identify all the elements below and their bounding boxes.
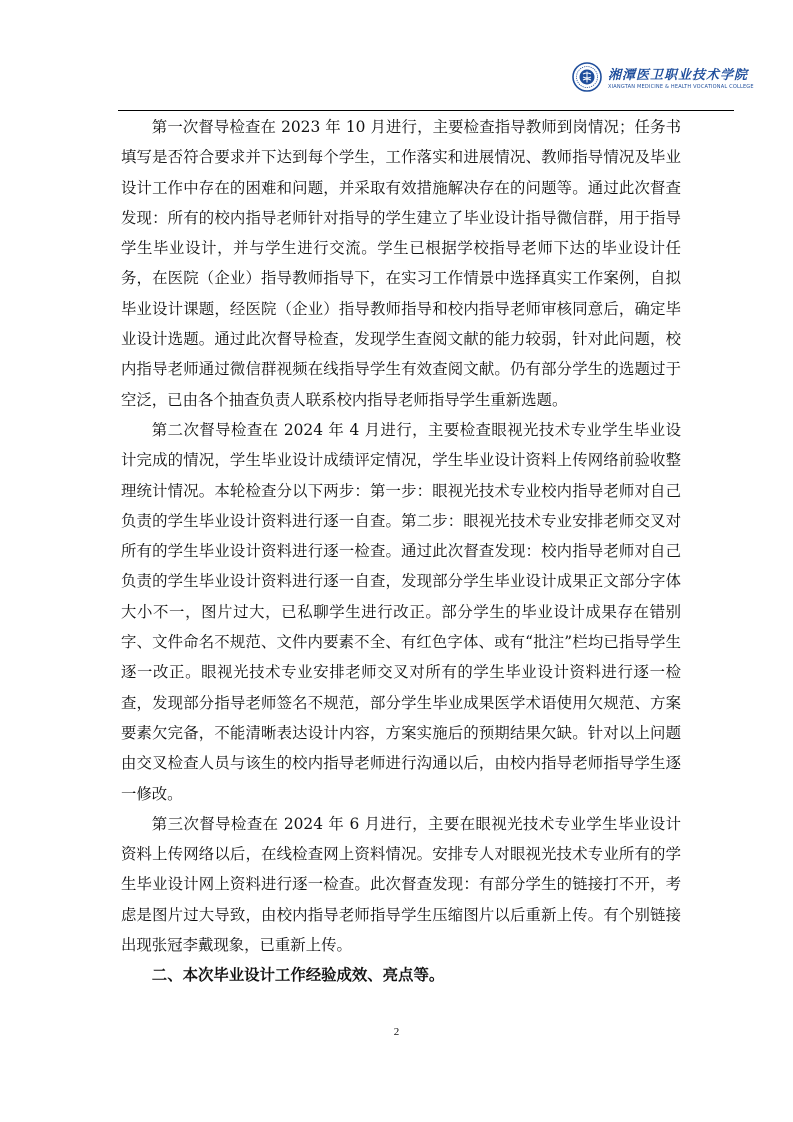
- school-emblem-icon: [572, 62, 602, 92]
- school-name-en: XIANGTAN MEDICINE & HEALTH VOCATIONAL COLLEGE: [608, 84, 754, 90]
- school-logo: [572, 62, 754, 92]
- paragraph-first-inspection: 第一次督导检查在 2023 年 10 月进行，主要检查指导教师到岗情况；任务书填写是否符合要求并下达到每个学生，工作落实和进展情况、教师指导情况及毕业设计工作中存在的困难和问题，并采取有效措施解决存在的问题等。通过此次督查发现：所有的校内指导老师针对指导的学生建立了毕业设计指导微信群，用于指导学生毕业设计，并与学生进行交流。学生已根据学校指导老师下达的毕业设计任务，在医院（企业）指导教师指导下，在实习工作情景中选择真实工作案例，自拟毕业设计课题，经医院（企业）指导教师指导和校内指导老师审核同意后，确定毕业设计选题。通过此次督导检查，发现学生查阅文献的能力较弱，针对此问题，校内指导老师通过微信群视频在线指导学生有效查阅文献。仍有部分学生的选题过于空泛，已由各个抽查负责人联系校内指导老师指导学生重新选题。: [121, 118, 681, 409]
- paragraph-second-inspection: 第二次督导检查在 2024 年 4 月进行，主要检查眼视光技术专业学生毕业设计完成的情况，学生毕业设计成绩评定情况，学生毕业设计资料上传网络前验收整理统计情况。本轮检查分以下两步：第一步：眼视光技术专业校内指导老师对自己负责的学生毕业设计资料进行逐一自查。第二步：眼视光技术专业安排老师交叉对所有的学生毕业设计资料进行逐一检查。通过此次督查发现：校内指导老师对自己负责的学生毕业设计资料进行逐一自查，发现部分学生毕业设计成果正文部分字体大小不一，图片过大，已私聊学生进行改正。部分学生的毕业设计成果存在错别字、文件命名不规范、文件内要素不全、有红色字体、或有“批注”栏均已指导学生逐一改正。眼视光技术专业安排老师交叉对所有的学生毕业设计资料进行逐一检查，发现部分指导老师签名不规范，部分学生毕业成果医学术语使用欠规范、方案要素欠完备，不能清晰表达设计内容，方案实施后的预期结果欠缺。针对以上问题由交叉检查人员与该生的校内指导老师进行沟通以后，由校内指导老师指导学生逐一修改。: [121, 420, 681, 803]
- page-header: [0, 0, 793, 112]
- page-number: 2: [393, 1026, 400, 1038]
- paragraph-third-inspection: 第三次督导检查在 2024 年 6 月进行，主要在眼视光技术专业学生毕业设计资料上传网络以后，在线检查网上资料情况。安排专人对眼视光技术专业所有的学生毕业设计网上资料进行逐一检查。此次督查发现：有部分学生的链接打不开，考虑是图片过大导致，由校内指导老师指导学生压缩图片以后重新上传。有个别链接出现张冠李戴现象，已重新上传。: [121, 814, 681, 955]
- school-name-cn: 湘潭医卫职业技术学院: [608, 68, 749, 83]
- header-divider: [118, 110, 734, 111]
- section-heading: 二、本次毕业设计工作经验成效、亮点等。: [151, 966, 445, 985]
- document-body: [121, 112, 681, 991]
